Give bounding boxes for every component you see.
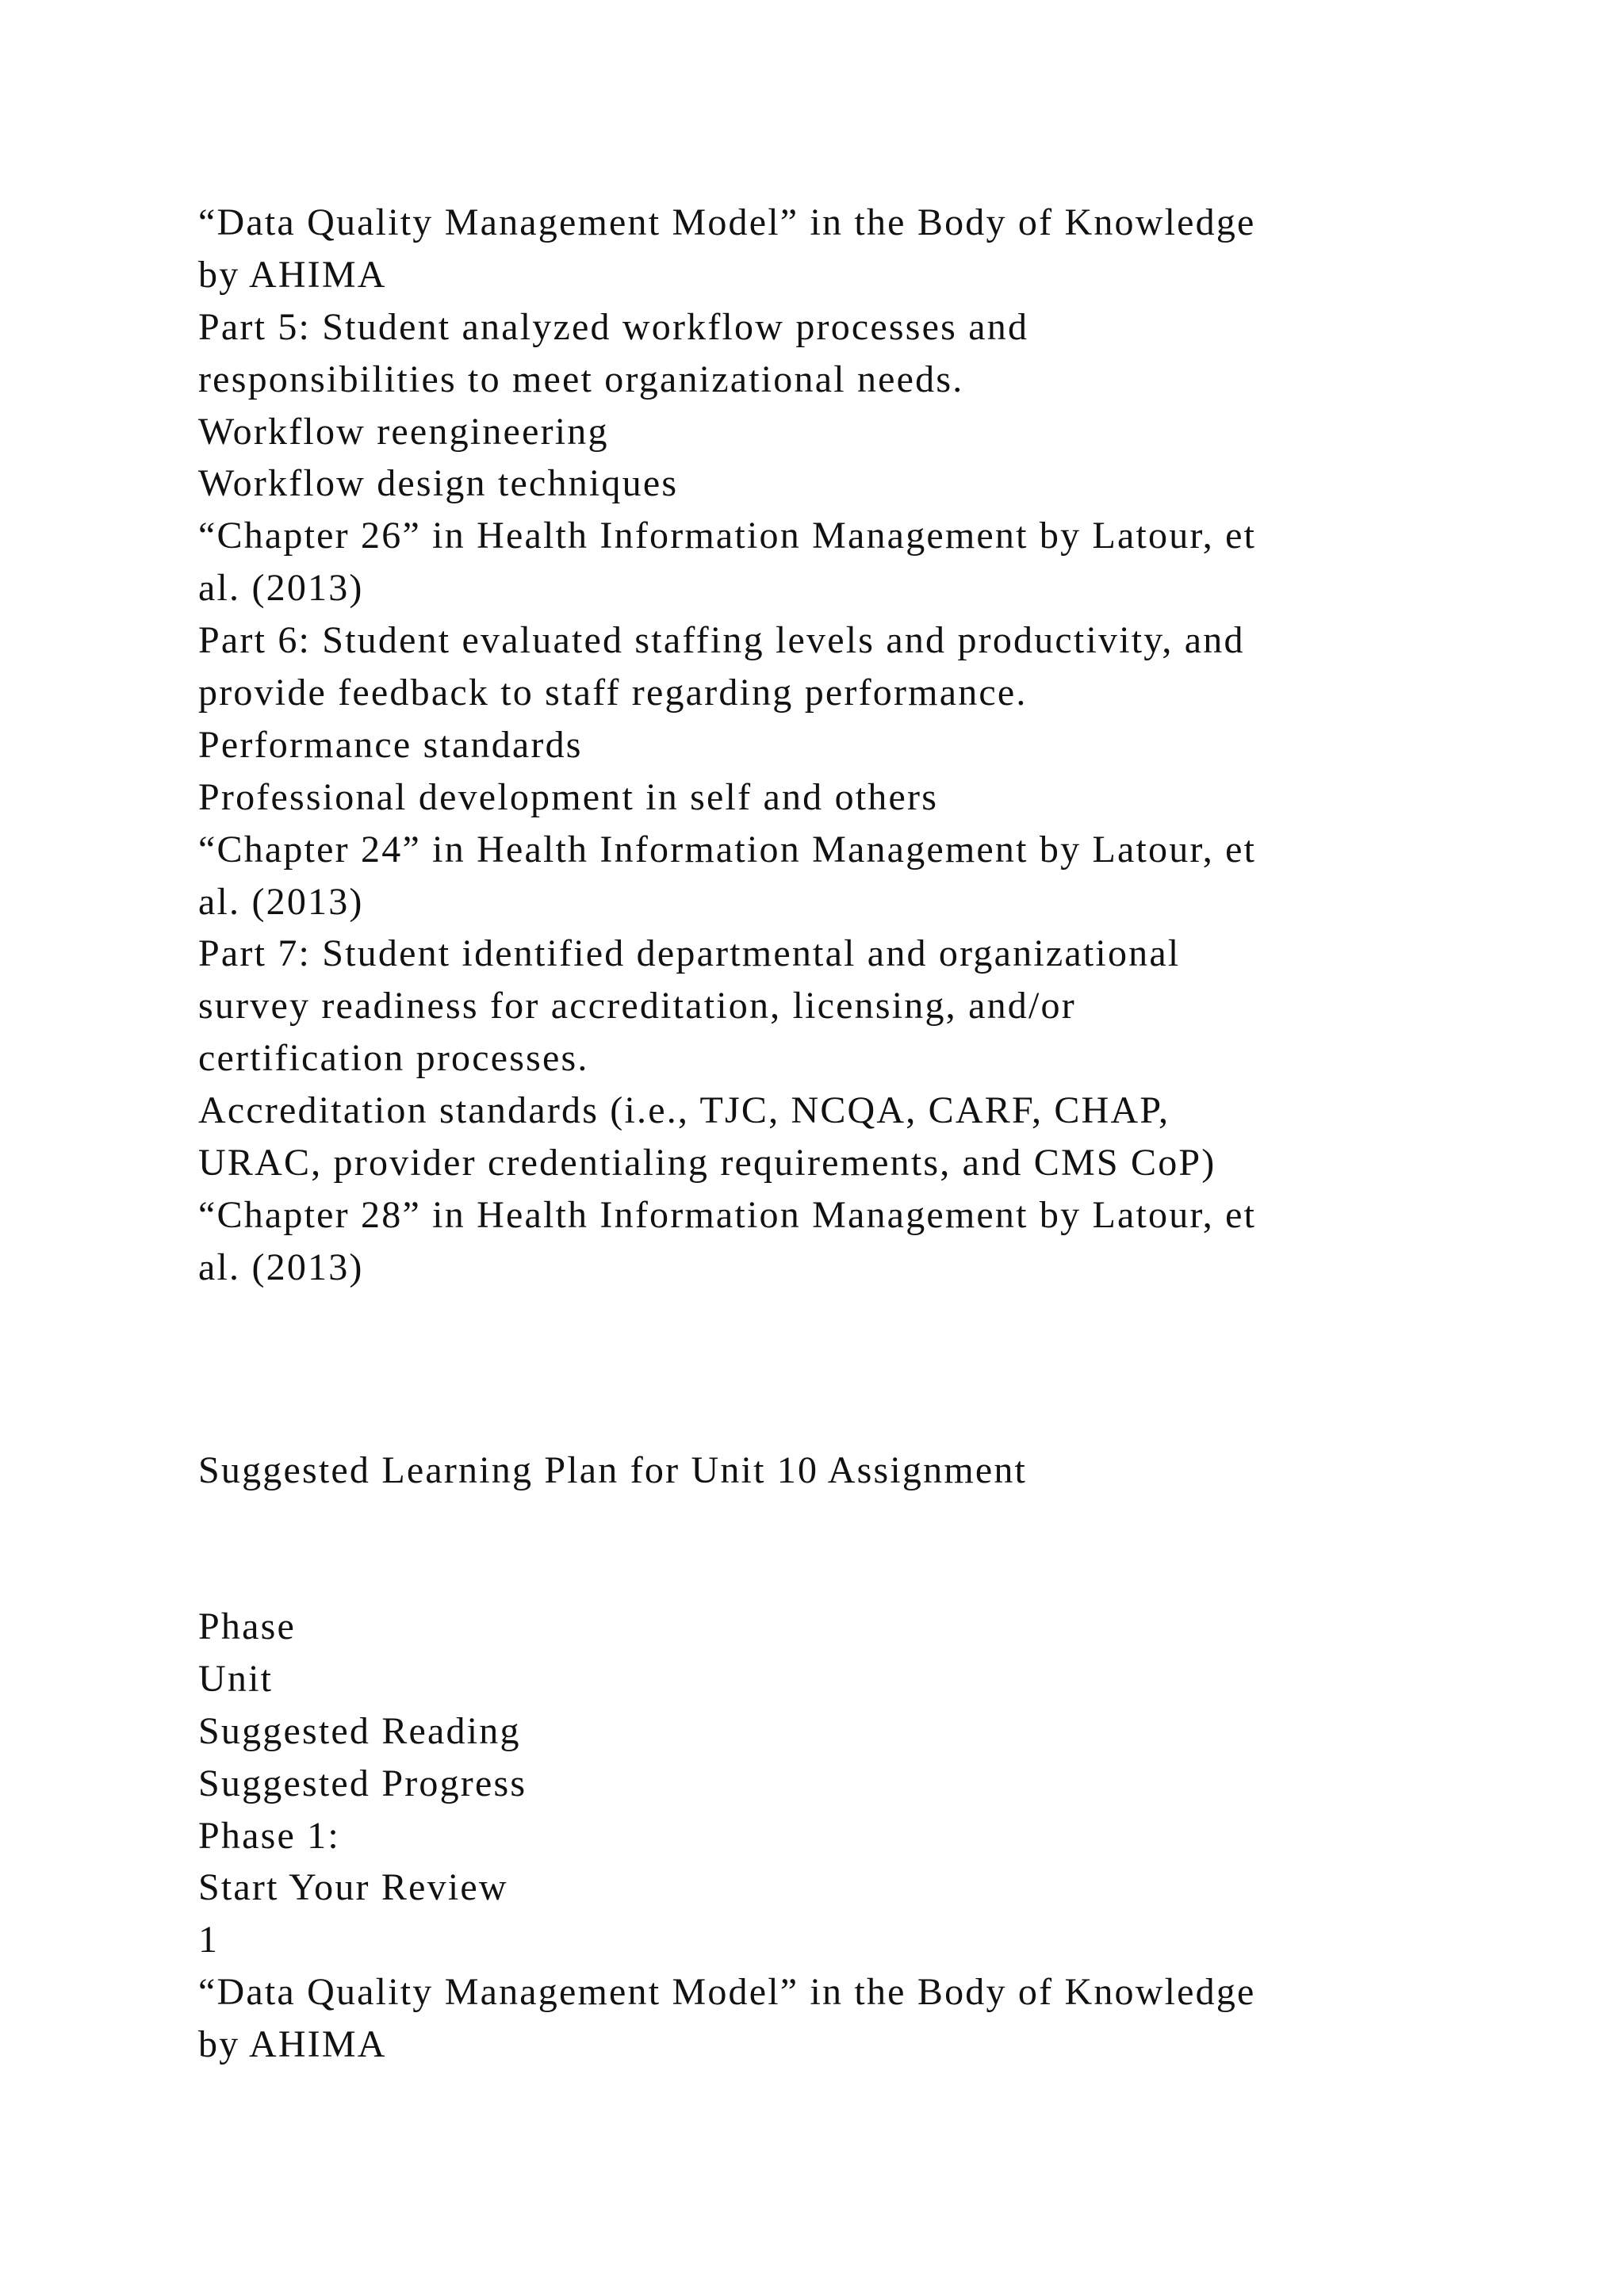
table-header-phase: Phase [198, 1605, 296, 1647]
learning-plan-table-text [198, 1601, 1499, 2071]
text-line: “Chapter 28” in Health Information Management by Latour, et [198, 1193, 1257, 1236]
table-cell-reading-cont: by AHIMA [198, 2023, 387, 2066]
heading-text: Suggested Learning Plan for Unit 10 Assignment [198, 1449, 1028, 1491]
table-header-suggested-reading: Suggested Reading [198, 1709, 521, 1752]
text-line: Part 5: Student analyzed workflow processes and [198, 305, 1029, 348]
table-cell-phase: Phase 1: [198, 1814, 340, 1857]
table-cell-phase-title: Start Your Review [198, 1866, 508, 1909]
text-line: by AHIMA [198, 253, 387, 296]
text-line: survey readiness for accreditation, licensing, and/or [198, 985, 1076, 1027]
text-line: Workflow reengineering [198, 410, 609, 453]
table-header-suggested-progress: Suggested Progress [198, 1762, 527, 1804]
text-line: responsibilities to meet organizational needs. [198, 358, 964, 400]
section-heading [198, 1445, 1499, 1497]
table-cell-unit: 1 [198, 1919, 220, 1961]
table-cell-reading: “Data Quality Management Model” in the Body of Knowledge [198, 1971, 1256, 2014]
text-line: Part 7: Student identified departmental and organizational [198, 932, 1181, 975]
text-line: Performance standards [198, 723, 583, 766]
text-line: al. (2013) [198, 1246, 364, 1288]
text-line: Workflow design techniques [198, 462, 679, 505]
text-line: URAC, provider credentialing requirements, and CMS CoP) [198, 1142, 1216, 1184]
table-header-unit: Unit [198, 1657, 274, 1700]
text-line: “Data Quality Management Model” in the Body of Knowledge [198, 201, 1256, 243]
text-line: certification processes. [198, 1037, 589, 1080]
text-line: “Chapter 24” in Health Information Management by Latour, et [198, 828, 1257, 871]
text-line: al. (2013) [198, 880, 364, 923]
top-text-block [198, 197, 1499, 1294]
text-line: “Chapter 26” in Health Information Management by Latour, et [198, 515, 1257, 557]
text-line: provide feedback to staff regarding performance. [198, 672, 1028, 714]
text-line: Professional development in self and others [198, 775, 939, 818]
text-line: al. (2013) [198, 567, 364, 610]
text-line: Part 6: Student evaluated staffing levels and productivity, and [198, 619, 1245, 662]
text-line: Accreditation standards (i.e., TJC, NCQA, CARF, CHAP, [198, 1089, 1170, 1132]
